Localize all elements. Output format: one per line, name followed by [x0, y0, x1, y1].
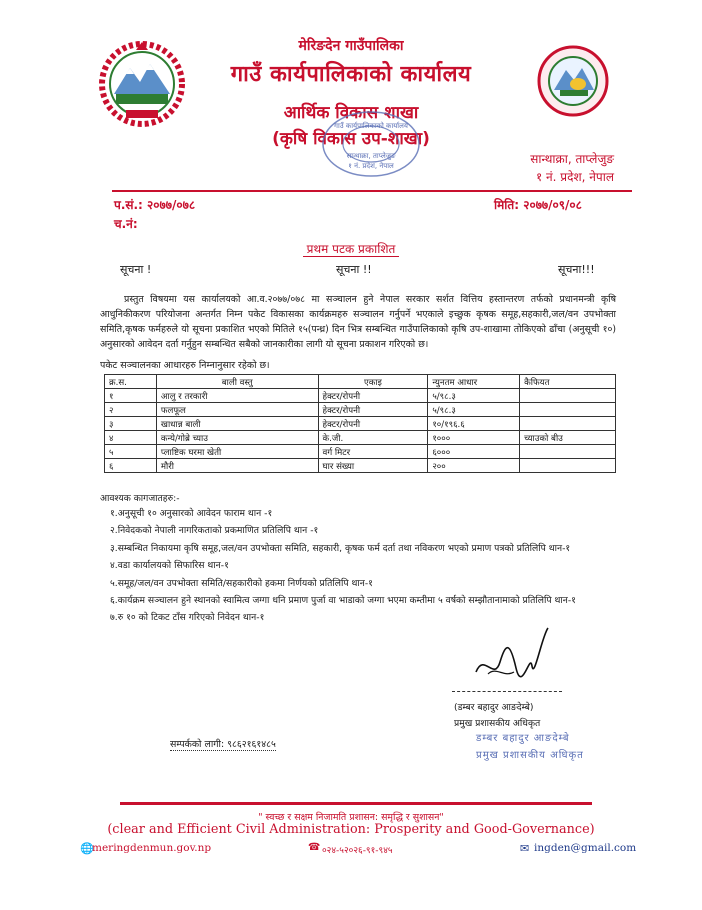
signature-line	[452, 691, 562, 692]
signature-icon	[470, 622, 560, 692]
table-cell: १	[105, 389, 157, 403]
stamp-line-3: १ नं. प्रदेश, नेपाल	[348, 162, 394, 170]
table-cell: आलु र तरकारी	[156, 389, 318, 403]
slogan-nepali: " स्वच्छ र सक्षम निजामति प्रशासन: समृद्धि र सुशासन"	[258, 812, 444, 823]
table-cell: ५/९८.३	[428, 389, 520, 403]
list-item: ३.सम्बन्धित निकायमा कृषि समूह,जल/वन उपभोक्ता समिति, सहकारी, कृषक फर्म दर्ता तथा नविकरण भएको प्रमाण पत्रको प्रतिलिपि थान-१	[110, 542, 571, 554]
header-divider	[112, 190, 632, 192]
signatory-name: (डम्बर बहादुर आङदेम्बे)	[454, 702, 534, 713]
list-item: ६.कार्यक्रम सञ्चालन हुने स्थानको स्वामित्व जग्गा धनि प्रमाण पुर्जा वा भाडाको जग्गा भएमा कम्तीमा ५ वर्षको सम्झौतानामाको प्रतिलिपि थान-१	[110, 595, 576, 607]
phone-icon: ☎	[308, 842, 321, 853]
reference-number: प.सं.: २०७७/०७८	[114, 198, 196, 212]
pocket-table	[104, 374, 616, 473]
notice-label-2: सूचना !!	[336, 263, 372, 276]
table-cell: हेक्टर/रोपनी	[318, 403, 428, 417]
contact-number: सम्पर्कको लागी: ९८६२१६१४८५	[170, 739, 276, 750]
email-link[interactable]: ingden@gmail.com	[534, 842, 637, 854]
table-header-cell: क्र.स.	[105, 375, 157, 389]
section-name: आर्थिक विकास शाखा	[283, 103, 419, 123]
table-cell: वर्ग मिटर	[318, 445, 428, 459]
table-cell	[520, 403, 616, 417]
table-cell: ५/९८.३	[428, 403, 520, 417]
table-cell: ६	[105, 459, 157, 473]
dispatch-number: च.नं:	[114, 217, 138, 231]
footer-divider	[120, 802, 592, 805]
list-item: ५.समूह/जल/वन उपभोक्ता समिति/सहकारीको हकमा निर्णयको प्रतिलिपि थान-१	[110, 577, 373, 589]
table-cell	[520, 417, 616, 431]
table-row	[105, 417, 616, 431]
signatory-title: प्रमुख प्रशासकीय अधिकृत	[454, 718, 541, 729]
website-link[interactable]: meringdenmun.gov.np	[92, 842, 212, 854]
list-item: १.अनुसूची १० अनुसारको आवेदन फाराम थान -१	[110, 508, 273, 519]
subsection-name: (कृषि विकास उप-शाखा)	[272, 129, 430, 149]
notice-label-1: सूचना !	[120, 263, 152, 276]
stamp-line-2: सान्थाक्रा, ताप्लेजुङ	[346, 152, 396, 160]
table-cell: १०००	[428, 431, 520, 445]
municipality-name: मेरिङदेन गाउँपालिका	[298, 38, 404, 54]
email-icon: ✉	[520, 842, 530, 855]
table-cell: ४	[105, 431, 157, 445]
table-cell	[520, 389, 616, 403]
table-row	[105, 403, 616, 417]
table-cell: २	[105, 403, 157, 417]
table-cell: ६०००	[428, 445, 520, 459]
table-cell: ५	[105, 445, 157, 459]
address-line-1: सान्थाक्रा, ताप्लेजुङ	[530, 152, 614, 166]
table-cell: फलफूल	[156, 403, 318, 417]
signatory-stamp-title: प्रमुख प्रशासकीय अधिकृत	[476, 750, 584, 761]
phone-number: ०२४-५२०२६-९१-९४५	[322, 846, 393, 856]
list-item: २.निवेदकको नेपाली नागरिकताको प्रकमाणित प्रतिलिपि थान -१	[110, 525, 319, 537]
table-cell: मौरी	[156, 459, 318, 473]
table-cell: के.जी.	[318, 431, 428, 445]
stamp-line-1: गाउँ कार्यपालिकाको कार्यालय	[334, 122, 408, 130]
table-row	[105, 459, 616, 473]
table-cell: खाधान्न बाली	[156, 417, 318, 431]
table-header-cell: न्युनतम आधार	[428, 375, 520, 389]
table-cell	[520, 459, 616, 473]
requirements-title: आवश्यक कागजातहरु:-	[100, 493, 180, 504]
first-published-label: प्रथम पटक प्रकाशित	[0, 240, 702, 257]
table-cell: घार संख्या	[318, 459, 428, 473]
office-name: गाउँ कार्यपालिकाको कार्यालय	[230, 62, 472, 87]
office-stamp-icon	[318, 106, 424, 182]
list-item: ४.वडा कार्यालयको सिफारिस थान-१	[110, 560, 229, 572]
table-header-cell: बाली वस्तु	[156, 375, 318, 389]
table-cell: च्याउको बीउ	[520, 431, 616, 445]
table-header-cell: कैफियत	[520, 375, 616, 389]
table-header-cell: एकाइ	[318, 375, 428, 389]
letter-date: मिति: २०७७/०९/०८	[494, 198, 582, 212]
table-cell: ३	[105, 417, 157, 431]
notice-label-3: सूचना!!!	[558, 263, 595, 276]
requirements-list	[110, 505, 630, 627]
table-row	[105, 431, 616, 445]
address-line-2: १ नं. प्रदेश, नेपाल	[535, 170, 614, 184]
table-row	[105, 445, 616, 459]
table-cell: प्लाष्टिक घरमा खेती	[156, 445, 318, 459]
table-cell: २००	[428, 459, 520, 473]
table-cell: कन्ये/गोब्रे च्याउ	[156, 431, 318, 445]
signatory-stamp-name: डम्बर बहादुर आङदेम्बे	[476, 733, 570, 744]
table-header-row	[105, 375, 616, 389]
table-cell: हेक्टर/रोपनी	[318, 389, 428, 403]
notice-body: प्रस्तुत विषयमा यस कार्यालयको आ.व.२०७७/०७८ मा सञ्चालन हुने नेपाल सरकार सर्शत वित्तिय हस्तान्तरण तर्फको प्रधानमन्त्री कृषि आधुनिकीकरण परियोजना अन्तर्गत निम्न पकेट विकासका कार्यक्रमहरु सञ्चालन गर्नुपर्ने भएकाले इच्छुक कृषक समूह,सहकारी,जल/वन उपभोक्ता समिति,कृषक फर्महरुले यो सूचना प्रकाशित भएको मितिले १५(पन्ध्र) दिन भित्र सम्बन्धित गाउँपालिकाको कृषि उप-शाखामा तोकिएको ढाँचा (अनुसूची १०) अनुसारको आवेदन दर्ता गर्नुहुन सम्बन्धित सबैको जानकारीका लागी यो सूचना प्रकाशन गरिएको छ।	[100, 294, 616, 350]
table-intro: पकेट सञ्चालनका आधारहरु निम्नानुसार रहेको छ।	[100, 360, 270, 371]
table-cell: हेक्टर/रोपनी	[318, 417, 428, 431]
slogan-english: (clear and Efficient Civil Administration: Prosperity and Good-Governance)	[107, 822, 595, 837]
table-row	[105, 389, 616, 403]
list-item: ७.रु १० को टिकट टाँस गरिएको निवेदन थान-१	[110, 612, 265, 624]
table-cell: १०/१९६.६	[428, 417, 520, 431]
table-cell	[520, 445, 616, 459]
globe-icon: 🌐	[80, 842, 94, 855]
